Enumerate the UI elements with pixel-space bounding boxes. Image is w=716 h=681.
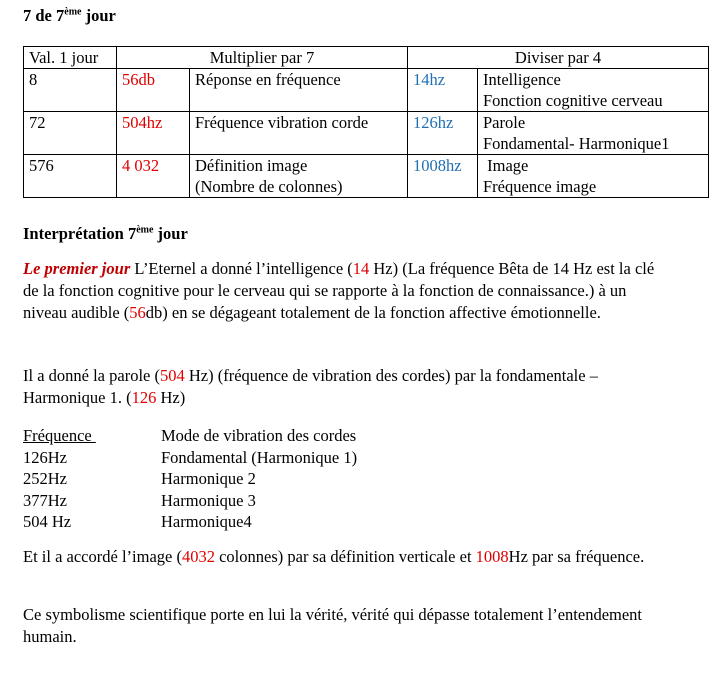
cell-mult: 504hz [117, 112, 190, 155]
cell-div-label-2: Fréquence image [483, 177, 597, 196]
text: colonnes) par sa définition verticale et [214, 547, 476, 566]
harmonics-header-row [23, 425, 357, 447]
freq-value: 126Hz [23, 447, 67, 467]
cell-mult-label-2: (Nombre de colonnes) [195, 177, 343, 196]
table-row [24, 155, 709, 198]
cell-mult-label-1: Définition image [195, 156, 308, 175]
text: Il a donné la parole ( [23, 366, 160, 385]
cell-val: 8 [24, 69, 117, 112]
cell-div-label-2: Fondamental- Harmonique1 [483, 134, 670, 153]
text: Hz par sa fréquence. [508, 547, 645, 566]
cell-div-label-1: Parole [483, 113, 526, 132]
text: Hz) (La fréquence Bêta de 14 Hz est la clé de la fonction cognitive pour le cerveau qui se rapporte à la fonction de connaissance.) à un niveau audible ( [23, 259, 655, 322]
mode-value: Harmonique4 [161, 512, 252, 531]
cell-mult: 56db [117, 69, 190, 112]
cell-mult-label [190, 155, 408, 198]
list-item [23, 447, 357, 469]
freq-header: Fréquence [23, 426, 96, 445]
cell-mult-label: Réponse en fréquence [190, 69, 408, 112]
text: Et il a accordé l’image ( [23, 547, 182, 566]
header-divide: Diviser par 4 [408, 47, 709, 69]
list-item [23, 511, 357, 533]
text: db) en se dégageant totalement de la fonction affective émotionnelle. [145, 303, 601, 322]
mode-value: Harmonique 3 [161, 490, 256, 510]
text: L’Eternel a donné l’intelligence ( [130, 259, 353, 278]
cell-val: 576 [24, 155, 117, 198]
value-red: 56 [129, 303, 146, 322]
freq-value: 377Hz [23, 490, 67, 510]
paragraph-2 [23, 365, 663, 409]
value-red: 1008 [475, 547, 509, 566]
paragraph-3 [23, 546, 663, 568]
harmonics-header-freq [23, 425, 161, 447]
header-multiply: Multiplier par 7 [117, 47, 408, 69]
text: Hz) [156, 388, 186, 407]
cell-mult-label: Fréquence vibration corde [190, 112, 408, 155]
cell-div-label-1: Intelligence [483, 70, 561, 89]
cell-div: 14hz [408, 69, 478, 112]
table-header-row [24, 47, 709, 69]
harmonics-table [23, 425, 357, 533]
text: Hz) (fréquence de vibration des cordes) par la fondamentale – Harmonique 1. ( [23, 366, 598, 407]
mode-value: Harmonique 2 [161, 469, 256, 488]
list-item [23, 490, 357, 512]
value-red: 504 [159, 366, 185, 385]
header-val: Val. 1 jour [24, 47, 117, 69]
cell-div-label-2: Fonction cognitive cerveau [483, 91, 663, 110]
lead-text: Le premier jour [23, 259, 131, 278]
value-red: 4032 [181, 547, 215, 566]
harmonics-header-mode: Mode de vibration des cordes [161, 426, 357, 445]
frequency-table [23, 46, 709, 198]
cell-div: 1008hz [408, 155, 478, 198]
cell-div-label [478, 112, 709, 155]
cell-div: 126hz [408, 112, 478, 155]
paragraph-4: Ce symbolisme scientifique porte en lui la vérité, vérité qui dépasse totalement l’entendement humain. [23, 605, 643, 646]
mode-value: Fondamental (Harmonique 1) [161, 447, 358, 467]
freq-value: 252Hz [23, 469, 67, 488]
cell-val: 72 [24, 112, 117, 155]
table-row [24, 112, 709, 155]
value-red: 14 [352, 259, 370, 278]
page-title: 7 de 7ème jour [23, 6, 116, 25]
interpretation-heading: Interprétation 7ème jour [23, 224, 188, 243]
value-red: 126 [131, 388, 157, 407]
cell-mult: 4 032 [117, 155, 190, 198]
cell-div-label [478, 69, 709, 112]
freq-value: 504 Hz [23, 512, 72, 531]
cell-div-label-1: Image [483, 156, 529, 175]
cell-div-label [478, 155, 709, 198]
table-row [24, 69, 709, 112]
list-item [23, 468, 357, 490]
paragraph-1 [23, 258, 663, 324]
